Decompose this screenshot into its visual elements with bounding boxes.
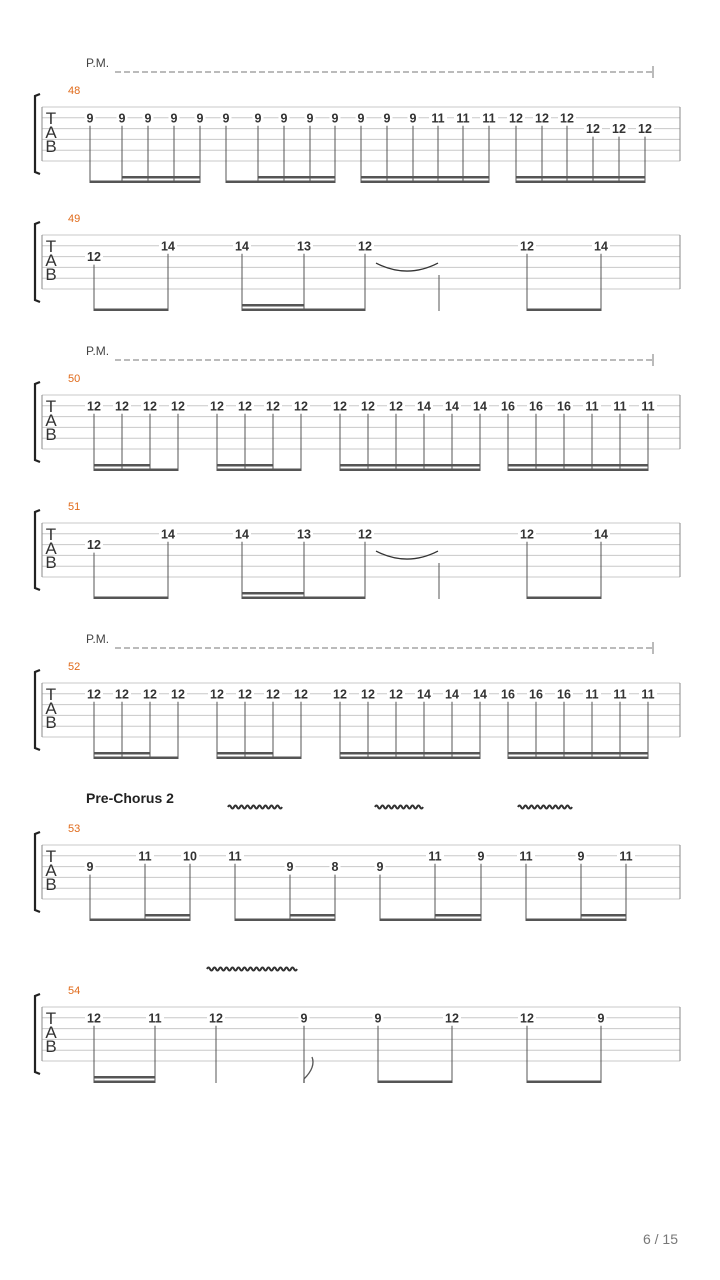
fret-number: 11 [585,399,599,414]
fret-number: 8 [331,860,339,875]
fret-number: 14 [473,399,487,414]
fret-number: 9 [254,111,262,126]
secondary-beam [290,914,335,917]
secondary-beam [508,464,648,467]
tab-clef-letter: B [45,1037,57,1056]
beam [526,919,626,922]
tab-clef-letter: T [45,237,57,256]
fret-number: 12 [115,399,129,414]
fret-number: 9 [86,860,94,875]
fret-number: 12 [520,527,534,542]
page-number: 6 / 15 [642,1231,678,1247]
tab-clef-letter: A [45,251,57,270]
fret-number: 13 [297,239,311,254]
fret-number: 16 [529,399,543,414]
fret-number: 12 [294,687,308,702]
fret-number: 12 [209,1011,223,1026]
secondary-beam [94,1076,155,1079]
system-bracket [35,994,40,1074]
tab-clef-letter: B [45,425,57,444]
fret-number: 12 [560,111,574,126]
staff-system [35,344,680,471]
fret-number: 11 [613,687,627,702]
fret-number: 11 [641,399,655,414]
fret-number: 10 [183,849,197,864]
secondary-beam [217,464,273,467]
fret-number: 12 [87,399,101,414]
fret-number: 12 [389,687,403,702]
secondary-beam [516,176,645,179]
fret-number: 11 [428,849,442,864]
beam [527,1081,601,1084]
fret-number: 12 [210,687,224,702]
system-bracket [35,670,40,750]
beam [235,919,335,922]
fret-number: 11 [148,1011,162,1026]
section-label: Pre-Chorus 2 [86,790,174,806]
fret-number: 9 [383,111,391,126]
secondary-beam [94,464,150,467]
fret-number: 16 [557,687,571,702]
fret-number: 11 [138,849,152,864]
fret-number: 16 [501,687,515,702]
tab-clef-letter: B [45,875,57,894]
fret-number: 12 [333,399,347,414]
tab-clef-letter: B [45,265,57,284]
tab-clef-letter: B [45,713,57,732]
beam [527,597,601,600]
measure-number: 50 [68,373,81,385]
secondary-beam [435,914,481,917]
system-bracket [35,222,40,302]
fret-number: 12 [586,122,600,137]
fret-number: 12 [358,527,372,542]
palm-mute-label: P.M. [86,344,110,358]
beam [340,757,480,760]
beam [94,469,178,472]
secondary-beam [94,752,150,755]
fret-number: 12 [535,111,549,126]
vibrato-mark [375,806,423,809]
fret-number: 11 [519,849,533,864]
beam [94,757,178,760]
measure-number: 54 [68,985,81,997]
vibrato-mark [207,968,297,971]
secondary-beam [361,176,489,179]
fret-number: 12 [445,1011,459,1026]
vibrato-mark [228,806,282,809]
fret-number: 14 [235,239,249,254]
fret-number: 12 [87,538,101,553]
system-bracket [35,510,40,590]
tab-clef-letter: A [45,123,57,142]
staff-system [35,790,680,921]
measure-number: 51 [68,501,81,513]
fret-number: 16 [501,399,515,414]
fret-number: 12 [266,687,280,702]
beam [378,1081,452,1084]
fret-number: 12 [87,687,101,702]
beam [217,757,301,760]
tab-clef-letter: A [45,539,57,558]
beam [242,309,365,312]
fret-number: 9 [144,111,152,126]
fret-number: 11 [641,687,655,702]
fret-number: 11 [619,849,633,864]
measure-number: 48 [68,85,81,97]
secondary-beam [217,752,273,755]
tab-clef-letter: A [45,861,57,880]
fret-number: 12 [210,399,224,414]
fret-number: 9 [597,1011,605,1026]
fret-number: 9 [280,111,288,126]
beam [508,757,648,760]
beam [508,469,648,472]
tab-clef-letter: T [45,397,57,416]
secondary-beam [340,464,480,467]
fret-number: 12 [361,687,375,702]
fret-number: 9 [306,111,314,126]
fret-number: 12 [87,1011,101,1026]
tab-clef-letter: T [45,1009,57,1028]
fret-number: 11 [431,111,445,126]
fret-number: 16 [557,399,571,414]
tab-clef-letter: A [45,699,57,718]
fret-number: 12 [333,687,347,702]
staff-system [35,213,680,311]
fret-number: 9 [222,111,230,126]
fret-number: 12 [520,239,534,254]
beam [90,181,200,184]
fret-number: 12 [143,687,157,702]
measure-number: 52 [68,661,81,673]
fret-number: 14 [417,399,431,414]
fret-number: 12 [294,399,308,414]
beam [242,597,365,600]
fret-number: 9 [374,1011,382,1026]
fret-number: 9 [86,111,94,126]
fret-number: 12 [266,399,280,414]
tab-clef-letter: T [45,109,57,128]
fret-number: 9 [577,849,585,864]
staff-system [35,501,680,599]
beam [527,309,601,312]
beam [90,919,190,922]
fret-number: 12 [389,399,403,414]
secondary-beam [145,914,190,917]
tab-clef-letter: T [45,847,57,866]
fret-number: 9 [331,111,339,126]
fret-number: 14 [445,687,459,702]
fret-number: 12 [238,687,252,702]
fret-number: 14 [594,239,608,254]
fret-number: 12 [171,687,185,702]
fret-number: 11 [456,111,470,126]
beam [340,469,480,472]
system-bracket [35,94,40,174]
fret-number: 14 [161,239,175,254]
fret-number: 16 [529,687,543,702]
fret-number: 9 [286,860,294,875]
system-bracket [35,382,40,462]
fret-number: 9 [170,111,178,126]
beam [217,469,301,472]
beam [226,181,335,184]
tab-clef-letter: B [45,137,57,156]
fret-number: 12 [509,111,523,126]
fret-number: 12 [115,687,129,702]
fret-number: 12 [358,239,372,254]
beam [94,1081,155,1084]
fret-number: 14 [445,399,459,414]
tab-clef-letter: A [45,411,57,430]
fret-number: 12 [520,1011,534,1026]
fret-number: 12 [87,250,101,265]
palm-mute-label: P.M. [86,632,110,646]
staff-system [35,56,680,183]
tab-clef-letter: T [45,525,57,544]
fret-number: 12 [612,122,626,137]
secondary-beam [122,176,200,179]
beam [516,181,645,184]
fret-number: 9 [409,111,417,126]
beam [380,919,481,922]
fret-number: 9 [376,860,384,875]
fret-number: 11 [585,687,599,702]
fret-number: 9 [477,849,485,864]
staff-system [35,968,680,1084]
fret-number: 12 [171,399,185,414]
secondary-beam [258,176,335,179]
fret-number: 12 [143,399,157,414]
beam [361,181,489,184]
fret-number: 9 [196,111,204,126]
fret-number: 12 [238,399,252,414]
secondary-beam [340,752,480,755]
fret-number: 9 [118,111,126,126]
fret-number: 12 [361,399,375,414]
measure-number: 49 [68,213,81,225]
fret-number: 11 [613,399,627,414]
fret-number: 14 [473,687,487,702]
fret-number: 11 [228,849,242,864]
fret-number: 13 [297,527,311,542]
tab-clef-letter: B [45,553,57,572]
tab-clef-letter: T [45,685,57,704]
fret-number: 14 [594,527,608,542]
fret-number: 11 [482,111,496,126]
vibrato-mark [518,806,572,809]
beam [94,309,168,312]
secondary-beam [242,304,304,307]
tab-clef-letter: A [45,1023,57,1042]
secondary-beam [581,914,626,917]
beam [94,597,168,600]
secondary-beam [242,592,304,595]
system-bracket [35,832,40,912]
measure-number: 53 [68,823,81,835]
fret-number: 14 [417,687,431,702]
fret-number: 12 [638,122,652,137]
fret-number: 9 [357,111,365,126]
palm-mute-label: P.M. [86,56,110,70]
secondary-beam [508,752,648,755]
staff-system [35,632,680,759]
fret-number: 14 [161,527,175,542]
fret-number: 9 [300,1011,308,1026]
fret-number: 14 [235,527,249,542]
